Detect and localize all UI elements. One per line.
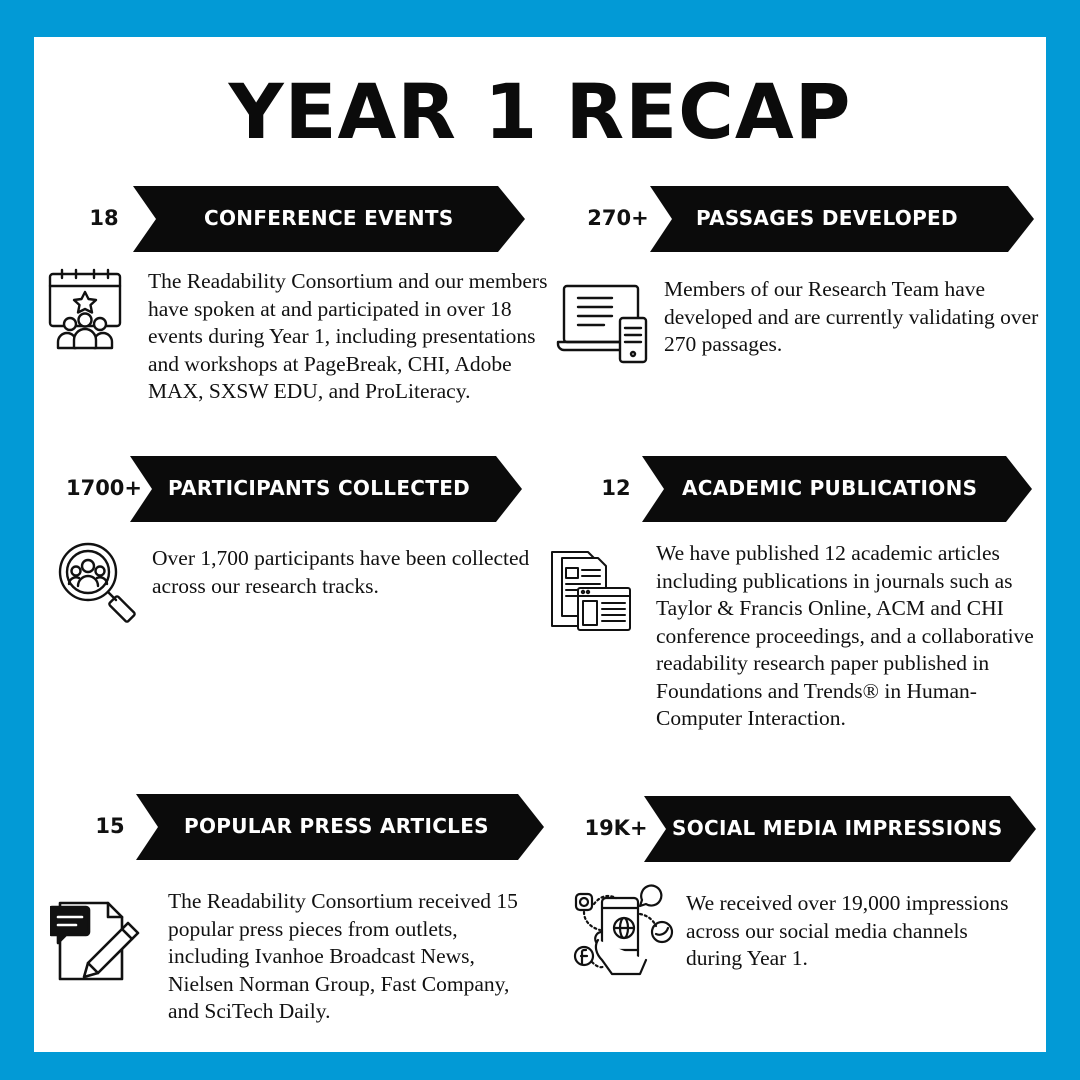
banner-participants-collected (50, 456, 522, 522)
stat-label: CONFERENCE EVENTS (204, 206, 454, 230)
stat-label: PARTICIPANTS COLLECTED (168, 476, 471, 500)
stat-description: Over 1,700 participants have been collected across our research tracks. (152, 546, 530, 598)
stat-label: ACADEMIC PUBLICATIONS (682, 476, 978, 500)
social-phone-icon (572, 884, 678, 980)
stat-description: The Readability Consortium received 15 popular press pieces from outlets, including Ivanhoe Broadcast News, Nielsen Norman Group, Fast Company, and SciTech Daily. (168, 889, 518, 1023)
magnifier-people-icon (56, 540, 142, 624)
stat-description: We have published 12 academic articles including publications in journals such as Taylor & Francis Online, ACM and CHI conference proceedings, and a collaborative readability research paper published in Foundations and Trends® in Human-Computer Interaction. (656, 541, 1034, 730)
stat-label: POPULAR PRESS ARTICLES (184, 814, 489, 838)
stat-label: PASSAGES DEVELOPED (696, 206, 958, 230)
banner-passages-developed (562, 186, 1034, 252)
stat-number: 19K+ (584, 816, 648, 840)
page-title: YEAR 1 RECAP (228, 67, 852, 156)
banner-conference-events (50, 186, 525, 252)
banner-popular-press-articles (50, 794, 544, 860)
stat-number: 12 (601, 476, 631, 500)
stat-description: The Readability Consortium and our members have spoken at and participated in over 18 events during Year 1, including presentations and workshops at PageBreak, CHI, Adobe MAX, SXSW EDU, and ProLiteracy. (148, 269, 548, 403)
stat-description: We received over 19,000 impressions across our social media channels during Year 1. (686, 891, 1009, 970)
stat-number: 1700+ (65, 476, 143, 500)
stat-label: SOCIAL MEDIA IMPRESSIONS (672, 816, 1003, 840)
stat-description: Members of our Research Team have developed and are currently validating over 270 passages. (664, 277, 1039, 356)
calendar-event-icon (46, 268, 124, 352)
press-article-pen-icon (50, 893, 142, 983)
stat-number: 15 (95, 814, 125, 838)
publication-pages-icon (548, 548, 634, 634)
stat-number: 18 (89, 206, 119, 230)
banner-academic-publications (556, 456, 1032, 522)
stat-number: 270+ (587, 206, 649, 230)
devices-document-icon (556, 282, 652, 366)
banner-social-media-impressions (562, 796, 1036, 862)
